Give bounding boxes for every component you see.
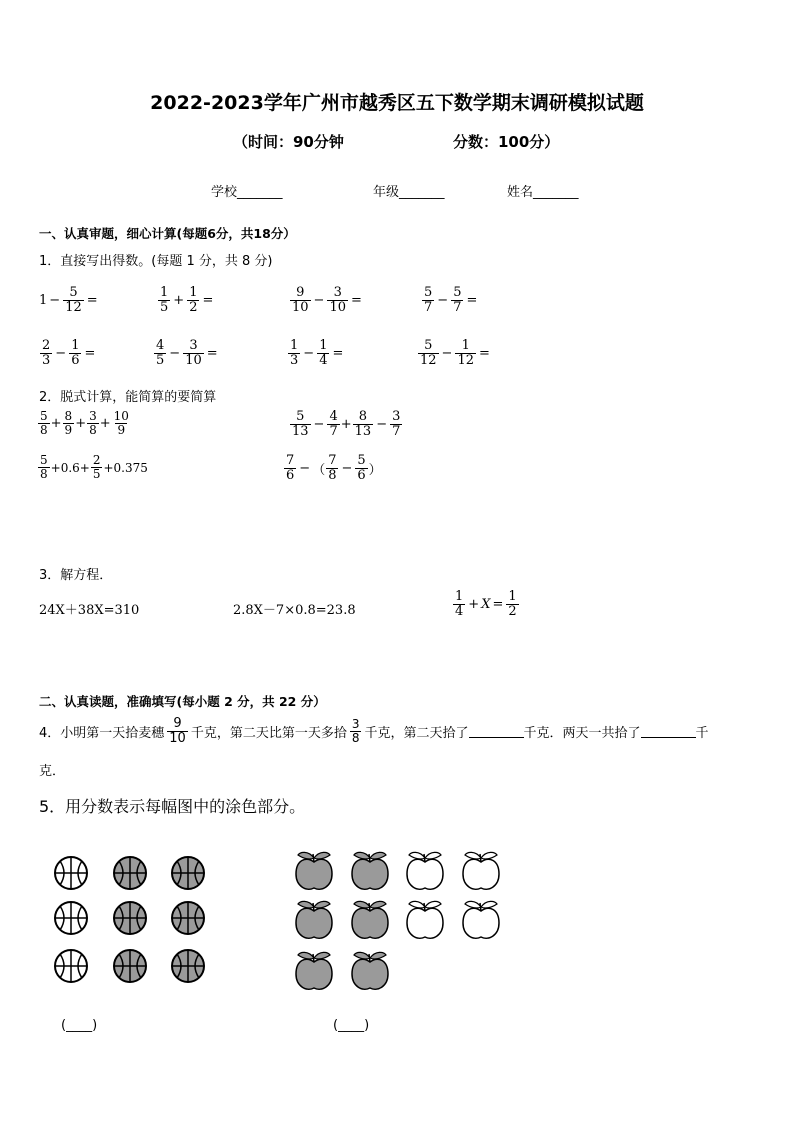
apple-icon xyxy=(463,901,499,938)
answer-blank-2[interactable]: (____) xyxy=(333,1018,370,1033)
q2-expr-2: $\frac{5}{13}$ − $\frac{4}{7}$ + $\frac{8}{13}$ − $\frac{3}{7}$ xyxy=(292,409,401,439)
apple-icon xyxy=(352,852,388,889)
apple-icon xyxy=(296,952,332,989)
apple-icon xyxy=(352,901,388,938)
q3-equation-1: 24X＋38X=310 xyxy=(39,603,140,618)
grade-field[interactable]: 年级_______ xyxy=(373,185,445,200)
q1-expr-5: $\frac{2}{3}$ − $\frac{1}{6}$ = xyxy=(42,338,96,368)
apple-icon xyxy=(352,952,388,989)
q3-equation-3: $\frac{1}{4}$ + X = $\frac{1}{2}$ xyxy=(455,589,517,619)
exam-time: （时间：90分钟 xyxy=(233,133,344,151)
basketball-icon xyxy=(172,857,204,889)
question-1: 1．直接写出得数。(每题 1 分，共 8 分) xyxy=(39,254,273,269)
question-4: 4．小明第一天拾麦穗 $\frac{9}{10}$ 千克，第二天比第一天多拾 $\frac{3}{8}$ 千克，第二天拾了 千克．两天一共拾了 千 xyxy=(39,716,709,746)
q1-expr-8: $\frac{5}{12}$ − $\frac{1}{12}$ = xyxy=(420,338,490,368)
q1-expr-6: $\frac{4}{5}$ − $\frac{3}{10}$ = xyxy=(156,338,218,368)
section-1-heading: 一、认真审题，细心计算(每题6分，共18分） xyxy=(39,226,296,241)
exam-score: 分数：100分） xyxy=(453,133,560,151)
question-2: 2．脱式计算，能简算的要简算 xyxy=(39,390,217,405)
basketball-icon xyxy=(55,902,87,934)
answer-blank-1[interactable]: (____) xyxy=(61,1018,98,1033)
basketball-icon xyxy=(55,857,87,889)
basketball-icon xyxy=(114,950,146,982)
school-field[interactable]: 学校_______ xyxy=(211,185,283,200)
q2-expr-3: $\frac{5}{8}$ +0.6+ $\frac{2}{5}$ +0.375 xyxy=(40,453,148,481)
q1-expr-7: $\frac{1}{3}$ − $\frac{1}{4}$ = xyxy=(290,338,344,368)
q2-expr-4: $\frac{7}{6}$ − （ $\frac{7}{8}$ − $\frac{5}{6}$ ） xyxy=(286,453,382,483)
basketball-icon xyxy=(55,950,87,982)
q1-expr-2: $\frac{1}{5}$ + $\frac{1}{2}$ = xyxy=(160,285,214,315)
question-3: 3．解方程． xyxy=(39,568,113,583)
section-2-heading: 二、认真读题，准确填写(每小题 2 分，共 22 分） xyxy=(39,694,326,709)
q1-expr-4: $\frac{5}{7}$ − $\frac{5}{7}$ = xyxy=(424,285,478,315)
question-4-cont: 克． xyxy=(39,764,66,779)
name-field[interactable]: 姓名_______ xyxy=(507,185,579,200)
q1-expr-3: $\frac{9}{10}$ − $\frac{3}{10}$ = xyxy=(292,285,362,315)
q2-expr-1: $\frac{5}{8}$ + $\frac{8}{9}$ + $\frac{3}{8}$ + $\frac{10}{9}$ xyxy=(40,409,129,437)
basketball-icon xyxy=(114,857,146,889)
apple-icon xyxy=(296,901,332,938)
apple-icon xyxy=(407,901,443,938)
page-title: 2022-2023学年广州市越秀区五下数学期末调研模拟试题 xyxy=(150,92,644,114)
apple-icon xyxy=(296,852,332,889)
question-5: 5．用分数表示每幅图中的涂色部分。 xyxy=(39,797,306,816)
apple-icon xyxy=(463,852,499,889)
q1-expr-1: 1 − $\frac{5}{12}$ = xyxy=(39,285,98,315)
basketball-icon xyxy=(172,950,204,982)
q3-equation-2: 2.8X－7×0.8=23.8 xyxy=(233,603,356,618)
apple-icon xyxy=(407,852,443,889)
basketball-icon xyxy=(172,902,204,934)
basketball-icon xyxy=(114,902,146,934)
